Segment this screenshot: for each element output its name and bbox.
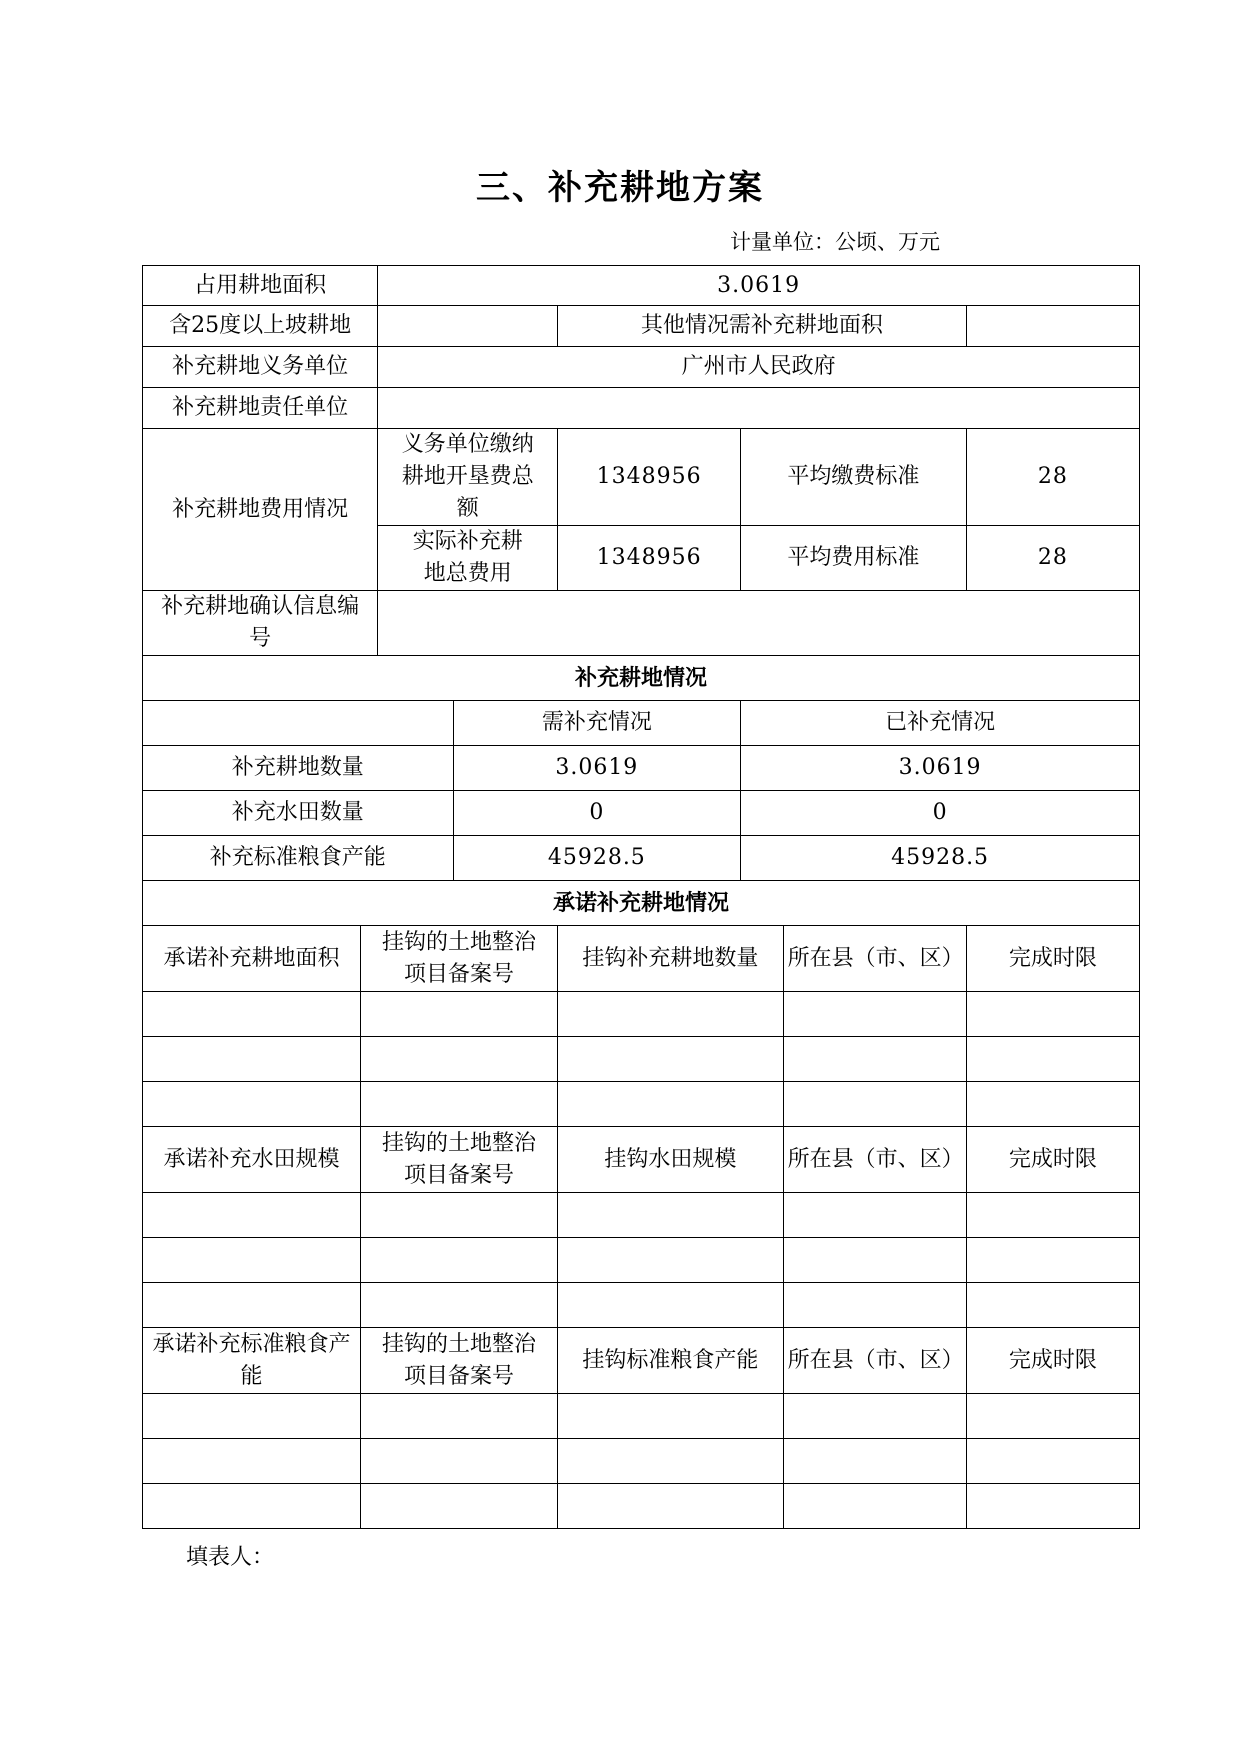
other-area-label: 其他情况需补充耕地面积 — [558, 306, 967, 347]
commit-deadline-header: 完成时限 — [966, 926, 1139, 992]
table-row — [143, 1394, 1140, 1439]
commit-county-header: 所在县（市、区） — [783, 926, 966, 992]
supplement-header-needed: 需补充情况 — [453, 701, 741, 746]
table-row — [143, 992, 1140, 1037]
supplement-row-label: 补充标准粮食产能 — [143, 836, 454, 881]
commit-paddy-header: 承诺补充水田规模 — [143, 1127, 361, 1193]
supplement-row-needed: 45928.5 — [453, 836, 741, 881]
table-row — [143, 1283, 1140, 1328]
actual-total-label: 实际补充耕地总费用 — [378, 526, 558, 591]
table-row — [143, 1238, 1140, 1283]
table-row — [143, 1484, 1140, 1529]
avg-paid-value: 28 — [966, 429, 1139, 526]
commitment-section-title: 承诺补充耕地情况 — [143, 881, 1140, 926]
supplement-row-label: 补充水田数量 — [143, 791, 454, 836]
avg-paid-label: 平均缴费标准 — [741, 429, 967, 526]
plan-table — [142, 265, 1140, 1529]
page-title: 三、补充耕地方案 — [476, 168, 764, 208]
supplement-row-done: 3.0619 — [741, 746, 1140, 791]
commit-project-header: 挂钩的土地整治项目备案号 — [360, 1328, 557, 1394]
paid-total-label: 义务单位缴纳耕地开垦费总额 — [378, 429, 558, 526]
avg-cost-value: 28 — [966, 526, 1139, 591]
obligor-value: 广州市人民政府 — [378, 347, 1140, 388]
supplement-row-done: 45928.5 — [741, 836, 1140, 881]
table-row — [143, 1193, 1140, 1238]
actual-total-value: 1348956 — [558, 526, 741, 591]
commit-deadline-header: 完成时限 — [966, 1328, 1139, 1394]
commit-project-header: 挂钩的土地整治项目备案号 — [360, 1127, 557, 1193]
commit-area-header: 承诺补充耕地面积 — [143, 926, 361, 992]
responsible-label: 补充耕地责任单位 — [143, 388, 378, 429]
table-row — [143, 1082, 1140, 1127]
commit-county-header: 所在县（市、区） — [783, 1127, 966, 1193]
slope-land-label: 含25度以上坡耕地 — [143, 306, 378, 347]
paid-total-value: 1348956 — [558, 429, 741, 526]
commit-paddy-scale-header: 挂钩水田规模 — [558, 1127, 784, 1193]
supplement-row-done: 0 — [741, 791, 1140, 836]
responsible-value — [378, 388, 1140, 429]
supplement-row-needed: 3.0619 — [453, 746, 741, 791]
commit-grain-capacity-header: 挂钩标准粮食产能 — [558, 1328, 784, 1394]
table-row — [143, 1439, 1140, 1484]
commit-deadline-header: 完成时限 — [966, 1127, 1139, 1193]
supplement-section-title: 补充耕地情况 — [143, 656, 1140, 701]
supplement-row-label: 补充耕地数量 — [143, 746, 454, 791]
supplement-header-done: 已补充情况 — [741, 701, 1140, 746]
supplement-header-blank — [143, 701, 454, 746]
confirm-label: 补充耕地确认信息编号 — [143, 591, 378, 656]
unit-label: 计量单位：公顷、万元 — [730, 230, 940, 254]
filler-label: 填表人： — [186, 1545, 275, 1570]
slope-land-value — [378, 306, 558, 347]
table-row — [143, 791, 1140, 836]
commit-quantity-header: 挂钩补充耕地数量 — [558, 926, 784, 992]
confirm-value — [378, 591, 1140, 656]
commit-project-header: 挂钩的土地整治项目备案号 — [360, 926, 557, 992]
table-row — [143, 1037, 1140, 1082]
avg-cost-label: 平均费用标准 — [741, 526, 967, 591]
commit-grain-header: 承诺补充标准粮食产能 — [143, 1328, 361, 1394]
obligor-label: 补充耕地义务单位 — [143, 347, 378, 388]
occupied-area-label: 占用耕地面积 — [143, 266, 378, 306]
table-row — [143, 836, 1140, 881]
occupied-area-value: 3.0619 — [378, 266, 1140, 306]
table-row — [143, 746, 1140, 791]
other-area-value — [966, 306, 1139, 347]
supplement-row-needed: 0 — [453, 791, 741, 836]
cost-label: 补充耕地费用情况 — [143, 429, 378, 591]
commit-county-header: 所在县（市、区） — [783, 1328, 966, 1394]
